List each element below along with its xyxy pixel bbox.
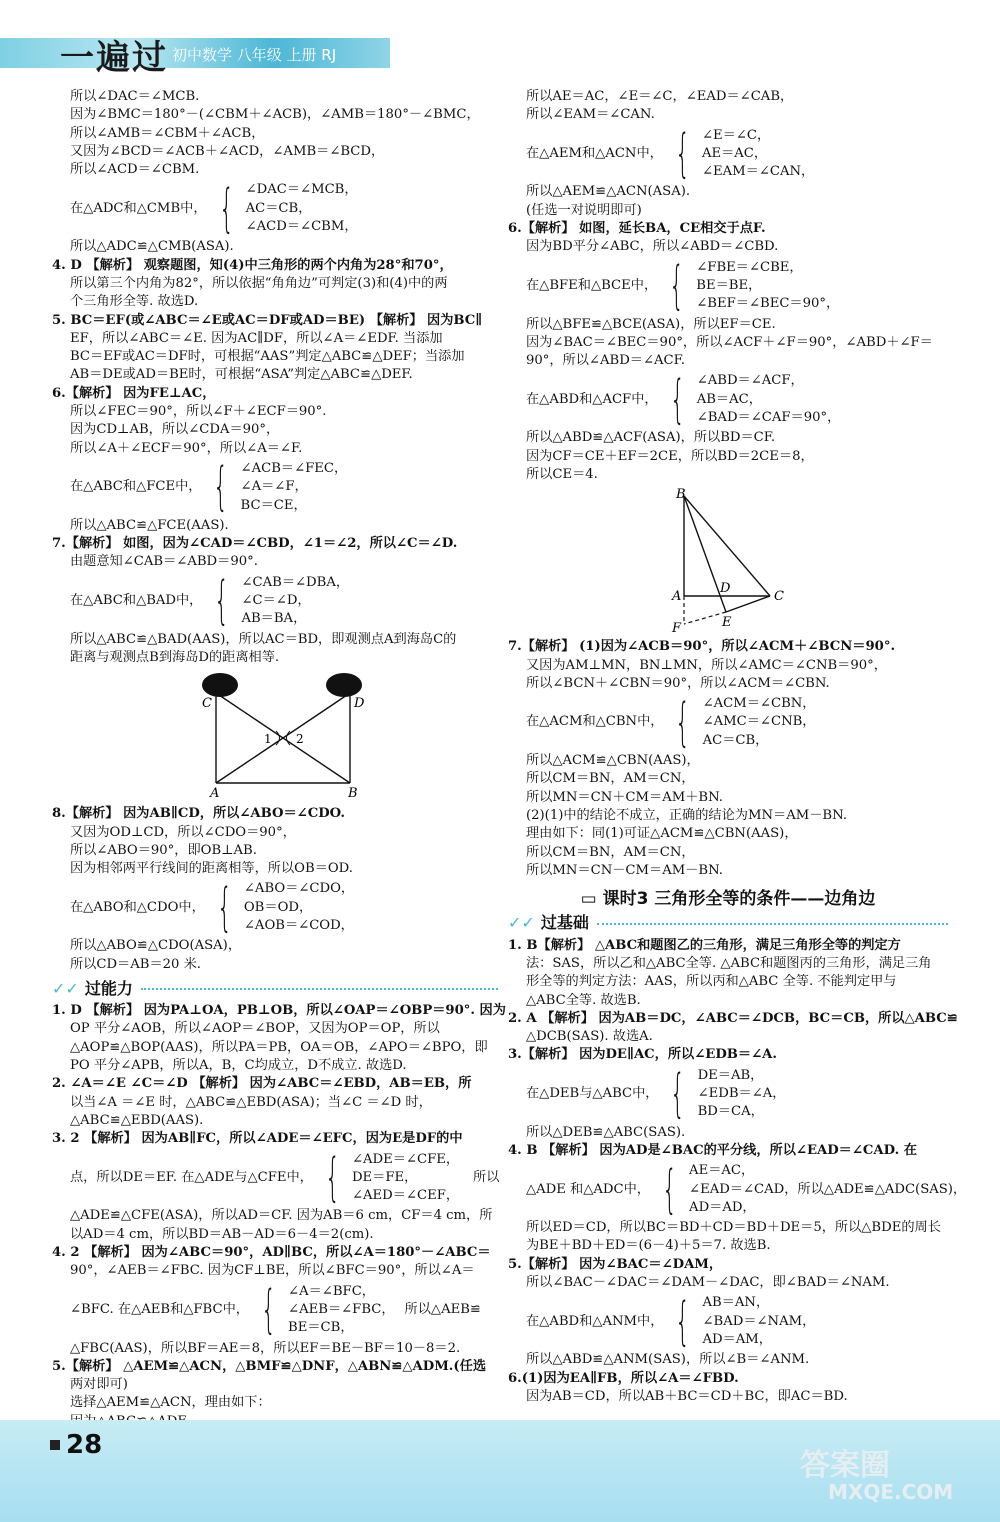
system-item: BE＝BE，	[696, 277, 762, 293]
label-c: C	[774, 589, 784, 605]
equation-system	[508, 256, 948, 317]
text-line: △ADE≌△CFE(ASA)，所以AD＝CF. 因为AB＝6 cm，CF＝4 cm，所	[70, 1208, 493, 1224]
system-item: AE＝AC，	[689, 1163, 755, 1179]
system-item: ∠BAD＝∠CAF＝90°，	[696, 410, 841, 426]
system-item: ∠ADE＝∠CFE，	[351, 1151, 460, 1167]
text-line: 所以CM＝BN，AM＝CN，	[526, 771, 695, 787]
text-line: (2)(1)中的结论不成立，正确的结论为MN＝AM－BN.	[526, 807, 848, 823]
text-line: 所以MN＝CN－CM＝AM－BN.	[526, 862, 723, 878]
text-line: 所以∠DAC＝∠MCB.	[70, 89, 200, 104]
text-line: 以当∠A ＝∠E 时，△ABC≌△EBD(ASA)；当∠C ＝∠D 时，	[70, 1094, 432, 1110]
answer-s2: 2. A 【解析】 因为AB＝DC，∠ABC＝∠DCB，BC＝CB，所以△ABC≌	[508, 1010, 958, 1026]
text-line: 90°，所以∠ABD＝∠ACF.	[526, 353, 685, 369]
system-item: AD＝AD，	[689, 1199, 756, 1215]
brace-icon: {	[675, 1291, 691, 1352]
answer-p2: 2. ∠A＝∠E ∠C＝∠D 【解析】 因为∠ABC＝∠EBD，AB＝EB，所	[52, 1076, 472, 1092]
system-lead: 在△ABD和△ACF中，	[526, 391, 658, 407]
text-line: 形全等的判定方法：AAS，所以丙和△ABC 全等. 不能判定甲与	[526, 974, 897, 990]
island-figure	[52, 671, 498, 801]
text-line: 所以△BFE≌△BCE(ASA)，所以EF＝CE.	[526, 316, 776, 332]
answer-p4: 4. 2 【解析】 因为∠ABC＝90°，AD∥BC，所以∠A＝180°－∠ABC＝	[52, 1245, 491, 1261]
system-item: ∠CAB＝∠DBA，	[241, 574, 350, 590]
brace-icon: {	[670, 1064, 686, 1125]
text-line: 两对即可)	[70, 1377, 128, 1393]
system-items	[696, 259, 839, 314]
system-tail: 所以△AEB≌	[404, 1301, 481, 1317]
system-item: ∠ACD＝∠CBM，	[245, 219, 358, 235]
text-line: 所以CD＝AB＝20 米.	[70, 956, 201, 972]
label-e: E	[722, 615, 732, 631]
text-line: 所以ED＝CD，所以BC＝BD＋CD＝BD＋DE＝5，所以△BDE的周长	[526, 1220, 941, 1236]
text-line: 理由如下：同(1)可证△ACM≌△CBN(AAS)，	[526, 826, 798, 842]
system-lead: △ADE 和△ADC中，	[526, 1181, 650, 1197]
answer-s6: 6.(1)因为EA∥FB，所以∠A＝∠FBD.	[508, 1370, 739, 1386]
text-line: △DCB(SAS). 故选A.	[526, 1029, 653, 1045]
system-item: BE＝CB，	[288, 1320, 354, 1336]
section-heading-basics	[508, 914, 948, 932]
text-line: 因为∠BMC＝180°－(∠CBM＋∠ACB)，∠AMB＝180°－∠BMC，	[70, 107, 480, 123]
text-line: 为BE＋BD＋ED＝(6－4)＋5＝7. 故选B.	[526, 1238, 771, 1254]
text-line: 因为BD平分∠ABC，所以∠ABD＝∠CBD.	[526, 239, 779, 255]
watermark-url: MXQE.COM	[828, 1480, 954, 1504]
text-line: PO 平分∠APB，所以A，B，C均成立，D不成立. 故选D.	[70, 1058, 407, 1074]
equation-system	[508, 1159, 967, 1220]
left-column	[52, 88, 506, 1431]
system-lead: 在△ABD和△ANM中，	[526, 1313, 664, 1329]
brace-icon: {	[218, 178, 234, 239]
answer-p5: 5.【解析】 △AEM≌△ACN，△BMF≌△DNF，△ABN≌△ADM.(任选	[52, 1358, 487, 1374]
section-heading-ability	[52, 980, 498, 998]
segment-ef-dashed	[684, 612, 726, 624]
equation-system	[508, 1291, 948, 1352]
equation-system	[52, 1280, 498, 1341]
brace-icon: {	[324, 1147, 340, 1208]
system-items	[246, 181, 358, 236]
system-item: AB＝AC，	[696, 391, 762, 407]
text-line: 所以∠A＋∠ECF＝90°，所以∠A＝∠F.	[70, 440, 303, 456]
section-divider	[597, 923, 948, 925]
system-item: ∠BEF＝∠BEC＝90°，	[696, 296, 840, 312]
system-item: ∠ABD＝∠ACF，	[696, 373, 804, 389]
text-line: 法：SAS，所以乙和△ABC全等. △ABC和题图丙的三角形，满足三角	[526, 955, 932, 971]
text-line: 所以△AEM≌△ACN(ASA).	[526, 184, 691, 200]
answer-s3: 3.【解析】 因为DE∥AC，所以∠EDB＝∠A.	[508, 1047, 777, 1063]
system-items	[241, 574, 349, 629]
text-line: 因为AB＝CD，所以AB＋BC＝CD＋BC，即AC＝BD.	[526, 1388, 848, 1404]
system-lead: 在△ABC和△BAD中，	[70, 593, 203, 609]
equation-system	[52, 877, 498, 938]
text-line: OP 平分∠AOB，所以∠AOP＝∠BOP，又因为OP＝OP，所以	[70, 1021, 440, 1037]
system-item: DE＝FE，	[351, 1169, 418, 1185]
text-line: 所以△ABD≌△ACF(ASA)，所以BD＝CF.	[526, 430, 776, 446]
text-line: 所以△ABO≌△CDO(ASA)，	[70, 938, 242, 954]
watermark: 答案圈	[800, 1448, 890, 1483]
system-lead: 在△ABC和△FCE中，	[70, 479, 202, 495]
brace-icon: {	[214, 571, 230, 632]
check-marks-icon: ✓✓	[508, 913, 535, 933]
answer-q7: 7.【解析】 (1)因为∠ACB＝90°，所以∠ACM＋∠BCN＝90°.	[508, 639, 896, 655]
text-line: 所以∠BCN＋∠CBN＝90°，所以∠ACM＝∠CBN.	[526, 675, 830, 691]
label-a: A	[672, 589, 682, 605]
label-d: D	[354, 696, 365, 712]
system-lead: 在△DEB与△ABC中，	[526, 1086, 659, 1102]
text-line: AB＝DE或AD＝BE时，可根据“ASA”判定△ABC≌△DEF.	[70, 367, 413, 383]
page-footer	[0, 1420, 1000, 1522]
system-item: ∠AMC＝∠CNB，	[702, 714, 816, 730]
system-lead: 在△ADC和△CMB中，	[70, 200, 207, 216]
system-item: ∠E＝∠C，	[701, 127, 771, 143]
text-line: △FBC(AAS)，所以BF＝AE＝8，所以EF＝BE－BF＝10－8＝2.	[70, 1340, 461, 1356]
system-lead: 点，所以DE＝EF. 在△ADE与△CFE中，	[70, 1169, 313, 1185]
answer-q6: 6.【解析】 如图，延长BA，CE相交于点F.	[508, 221, 766, 237]
text-line: 又因为∠BCD＝∠ACB＋∠ACD，∠AMB＝∠BCD，	[70, 143, 385, 159]
text-line: △ABC≌△EBD(AAS).	[70, 1112, 204, 1128]
equation-system	[52, 1147, 500, 1208]
text-line: (任选一对说明即可)	[526, 202, 642, 218]
system-item: ∠EAD＝∠CAD，所以△ADE≌△ADC(SAS)，	[689, 1181, 967, 1197]
system-items	[697, 372, 841, 427]
system-item: AC＝CB，	[702, 732, 769, 748]
system-items	[702, 127, 814, 182]
label-b: B	[348, 786, 358, 802]
brace-icon: {	[261, 1280, 276, 1341]
equation-system	[52, 571, 498, 632]
text-line: 距离与观测点B到海岛D的距离相等.	[70, 649, 280, 665]
text-line: BC＝EF或AC＝DF时，可根据“AAS”判定△ABC≌△DEF；当添加	[70, 349, 465, 365]
text-line: 因为∠BAC＝∠BEC＝90°，所以∠ACF＋∠F＝90°，∠ABD＋∠F＝	[526, 334, 933, 350]
system-item: ∠EAM＝∠CAN，	[701, 164, 815, 180]
system-lead: 在△AEM和△ACN中，	[526, 145, 663, 161]
system-items	[689, 1162, 966, 1217]
answer-q6: 6.【解析】 因为FE⊥AC，	[52, 385, 216, 401]
system-items	[352, 1151, 459, 1206]
system-item: AB＝AN，	[702, 1295, 770, 1311]
header-tag: 初中数学 八年级 上册 RJ	[172, 46, 337, 64]
text-line: 又因为AM⊥MN，BN⊥MN，所以∠AMC＝∠CNB＝90°，	[526, 657, 887, 673]
system-item: ∠A＝∠BFC，	[288, 1283, 375, 1299]
text-line: 所以∠ACD＝∠CBM.	[70, 162, 200, 178]
label-a: A	[210, 786, 220, 802]
system-item: AC＝CB，	[245, 200, 312, 216]
system-item: ∠C＝∠D，	[241, 593, 311, 609]
system-item: AB＝BA，	[241, 611, 307, 627]
text-line: 所以MN＝CN＋CM＝AM＋BN.	[526, 789, 723, 805]
label-1: 1	[264, 732, 272, 747]
brace-icon: {	[216, 877, 232, 938]
brace-icon: {	[662, 1159, 677, 1220]
label-b: B	[676, 488, 686, 503]
segment-ce	[726, 596, 770, 612]
system-item: AD＝AM，	[702, 1331, 772, 1347]
text-line: EF，所以∠ABC＝∠E. 因为AC∥DF，所以∠A＝∠EDF. 当添加	[70, 330, 443, 346]
section-divider	[141, 988, 498, 990]
check-marks-icon: ✓✓	[52, 978, 79, 998]
text-line: 个三角形全等. 故选D.	[70, 294, 199, 310]
system-item: ∠AEB＝∠FBC，	[288, 1301, 395, 1317]
system-item: ∠A＝∠F，	[240, 479, 308, 495]
system-item: ∠BAD＝∠NAM，	[702, 1313, 816, 1329]
text-line: 所以∠BAC－∠DAC＝∠DAM－∠DAC，即∠BAD＝∠NAM.	[526, 1275, 890, 1291]
system-item: DE＝AB，	[697, 1067, 764, 1083]
system-items	[241, 460, 348, 515]
label-f: F	[672, 621, 682, 635]
text-line: 所以CE＝4.	[526, 466, 598, 482]
equation-system	[508, 692, 948, 753]
text-line: △ABC全等. 故选B.	[526, 992, 641, 1008]
text-line: 所以∠AMB＝∠CBM＋∠ACB，	[70, 125, 265, 141]
answer-q7: 7.【解析】 如图，因为∠CAD＝∠CBD，∠1＝∠2，所以∠C＝∠D.	[52, 536, 458, 552]
text-line: 选择△AEM≌△ACN，理由如下：	[70, 1395, 271, 1411]
text-line: 所以△DEB≌△ABC(SAS).	[526, 1124, 686, 1140]
system-items	[703, 695, 816, 750]
equation-system	[508, 124, 948, 185]
system-items	[698, 1067, 786, 1122]
text-line: 所以第三个内角为82°，所以依据“角角边”可判定(3)和(4)中的两	[70, 275, 448, 291]
label-d: D	[720, 581, 731, 597]
system-tail: 所以	[473, 1169, 500, 1185]
system-lead: 在△BFE和△BCE中，	[526, 277, 658, 293]
triangle-figure	[508, 488, 948, 634]
answer-s1: 1. B【解析】 △ABC和题图乙的三角形，满足三角形全等的判定方	[508, 937, 901, 953]
text-line: △AOP≌△BOP(AAS)，所以PA＝PB，OA＝OB，∠APO＝∠BPO，即	[70, 1039, 488, 1055]
page-number: 28	[66, 1430, 103, 1460]
system-lead: 在△ABO和△CDO中，	[70, 899, 205, 915]
system-item: OB＝OD，	[243, 899, 313, 915]
brand-logo: 一遍过	[60, 38, 168, 78]
answer-q4: 4. D 【解析】 观察题图，知(4)中三角形的两个内角为28°和70°，	[52, 257, 453, 273]
system-item: ∠ABO＝∠CDO，	[243, 881, 355, 897]
system-item: BC＝CE，	[240, 497, 307, 513]
equation-system	[508, 369, 948, 430]
text-line: 又因为OD⊥CD，所以∠CDO＝90°，	[70, 824, 296, 840]
system-items	[244, 880, 354, 935]
answer-q5: 5. BC＝EF(或∠ABC＝∠E或AC＝DF或AD＝BE) 【解析】 因为BC∥	[52, 312, 483, 328]
system-item: ∠DAC＝∠MCB，	[245, 182, 358, 198]
text-line: 由题意知∠CAB＝∠ABD＝90°.	[70, 554, 258, 570]
text-line: 因为相邻两平行线间的距离相等，所以OB＝OD.	[70, 861, 353, 877]
system-item: AE＝AC，	[701, 145, 768, 161]
label-c: C	[202, 696, 212, 712]
lesson-title	[508, 890, 948, 908]
brace-icon: {	[669, 369, 685, 430]
system-item: ∠AED＝∠CEF，	[351, 1188, 460, 1204]
page-header	[0, 30, 400, 78]
text-line: 所以CM＝BN，AM＝CN，	[526, 844, 695, 860]
lesson-title-text: 课时3 三角形全等的条件——边角边	[602, 889, 876, 910]
system-item: BD＝CA，	[697, 1104, 764, 1120]
equation-system	[508, 1064, 948, 1125]
answer-p3: 3. 2 【解析】 因为AB∥FC，所以∠ADE＝∠EFC，因为E是DF的中	[52, 1131, 463, 1147]
text-line: 所以AE＝AC，∠E＝∠C，∠EAD＝∠CAB，	[526, 89, 794, 104]
system-item: ∠EDB＝∠A，	[697, 1086, 786, 1102]
system-item: ∠AOB＝∠COD，	[243, 917, 354, 933]
island-c-shape	[202, 673, 238, 697]
answer-q8: 8.【解析】 因为AB∥CD，所以∠ABO＝∠CDO.	[52, 806, 345, 822]
text-line: 以AD＝4 cm，所以BD＝AB－AD＝6－4＝2(cm).	[70, 1226, 374, 1242]
text-line: 因为CD⊥AB，所以∠CDA＝90°，	[70, 422, 280, 438]
text-line: 90°，∠AEB＝∠FBC. 因为CF⊥BE，所以∠BFC＝90°，所以∠A＝	[70, 1263, 475, 1279]
brace-icon: {	[674, 124, 690, 185]
system-items	[702, 1294, 815, 1349]
text-line: 所以∠ABO＝90°，即OB⊥AB.	[70, 842, 257, 858]
text-line: 所以△ABD≌△ANM(SAS)，所以∠B＝∠ANM.	[526, 1352, 810, 1368]
section-title: 过基础	[540, 913, 589, 933]
book-icon: ▭	[580, 889, 603, 910]
system-item: ∠FBE＝∠CBE，	[696, 259, 803, 275]
answer-s4: 4. B 【解析】 因为AD是∠BAC的平分线，所以∠EAD＝∠CAD. 在	[508, 1142, 917, 1158]
text-line: 所以△ABC≌△BAD(AAS)，所以AC＝BD，即观测点A到海岛C的	[70, 631, 457, 647]
text-line: 所以∠EAM＝∠CAN.	[526, 107, 655, 123]
brace-icon: {	[213, 457, 229, 518]
equation-system	[52, 457, 498, 518]
page-marker-icon	[50, 1440, 60, 1450]
answer-s5: 5.【解析】 因为∠BAC＝∠DAM，	[508, 1256, 723, 1272]
text-line: 所以△ADC≌△CMB(ASA).	[70, 239, 234, 255]
text-line: 所以△ACM≌△CBN(AAS)，	[526, 753, 700, 769]
text-line: 所以∠FEC＝90°，所以∠F＋∠ECF＝90°.	[70, 404, 327, 420]
system-items	[288, 1283, 395, 1338]
label-2: 2	[296, 732, 304, 747]
equation-system	[52, 178, 498, 239]
text-line: 所以△ABC≌△FCE(AAS).	[70, 517, 229, 533]
system-lead: 在△ACM和△CBN中，	[526, 714, 664, 730]
text-line: 因为CF＝CE＋EF＝2CE，所以BD＝2CE＝8，	[526, 448, 814, 464]
system-lead: ∠BFC. 在△AEB和△FBC中，	[70, 1301, 249, 1317]
section-title: 过能力	[84, 978, 133, 998]
system-item: ∠ACM＝∠CBN，	[702, 696, 816, 712]
island-d-shape	[326, 673, 362, 697]
brace-icon: {	[669, 256, 685, 317]
answer-p1: 1. D 【解析】 因为PA⊥OA，PB⊥OB，所以∠OAP＝∠OBP＝90°. 因为	[52, 1003, 506, 1019]
right-column	[508, 88, 967, 1406]
system-item: ∠ACB＝∠FEC，	[240, 460, 348, 476]
brace-icon: {	[675, 692, 691, 753]
